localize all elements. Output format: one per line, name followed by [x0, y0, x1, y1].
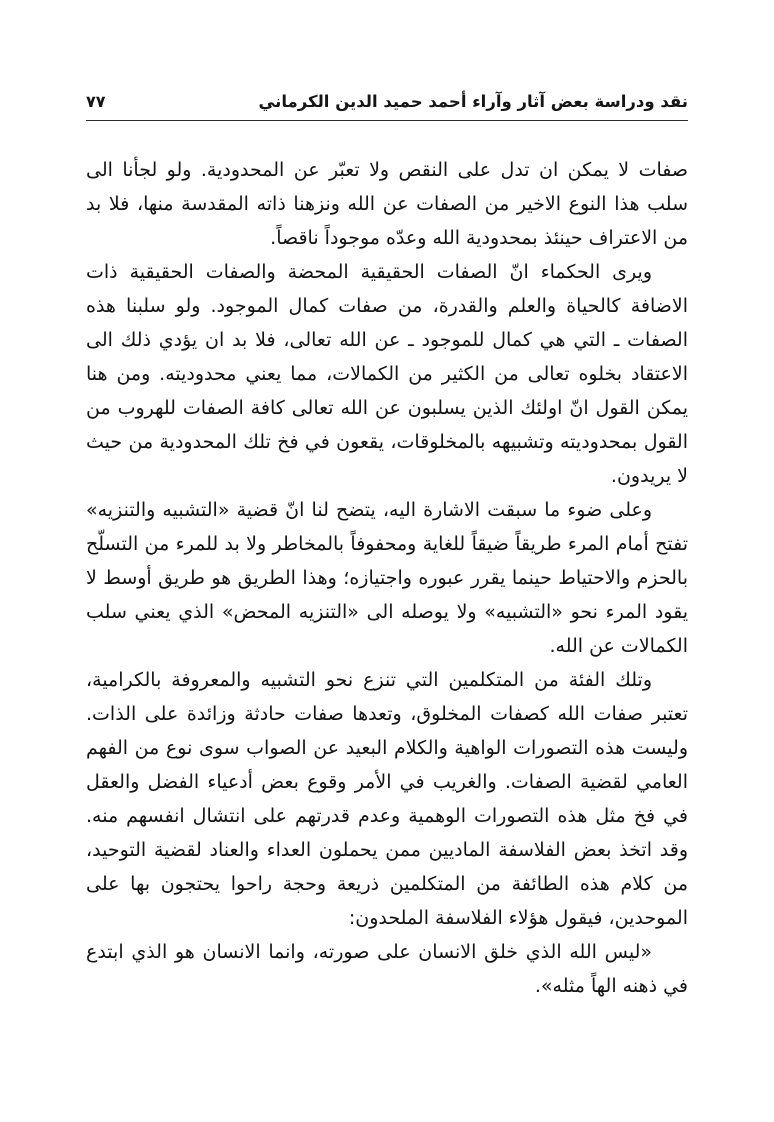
paragraph-1: صفات لا يمكن ان تدل على النقص ولا تعبّر عن المحدودية. ولو لجأنا الى سلب هذا النوع الاخير من الصفات عن الله ونزهنا ذاته المقدسة منها، فلا بد من الاعتراف حينئذ بمحدودية الله وعدّه موجوداً ناقصاً.: [86, 159, 688, 249]
body-text: [86, 153, 688, 1003]
running-head-title: نقد ودراسة بعض آثار وآراء أحمد حميد الدين الكرماني: [258, 92, 688, 111]
paragraph-5-quote: «ليس الله الذي خلق الانسان على صورته، وانما الانسان هو الذي ابتدع في ذهنه الهاً مثله».: [86, 941, 688, 997]
paragraph-3: وعلى ضوء ما سبقت الاشارة اليه، يتضح لنا انّ قضية «التشبيه والتنزيه» تفتح أمام المرء طريقاً ضيقاً للغاية ومحفوفاً بالمخاطر ولا بد للمرء من التسلّح بالحزم والاحتياط حينما يقرر عبوره واجتيازه؛ وهذا الطريق هو طريق أوسط لا يقود المرء نحو «التشبيه» ولا يوصله الى «التنزيه المحض» الذي يعني سلب الكمالات عن الله.: [86, 499, 688, 657]
page-number: ٧٧: [86, 92, 106, 111]
page-header: [86, 92, 688, 121]
paragraph-2: ويرى الحكماء انّ الصفات الحقيقية المحضة والصفات الحقيقية ذات الاضافة كالحياة والعلم والقدرة، من صفات كمال الموجود. ولو سلبنا هذه الصفات ـ التي هي كمال للموجود ـ عن الله تعالى، فلا بد ان يؤدي ذلك الى الاعتقاد بخلوه تعالى من الكثير من الكمالات، مما يعني محدوديته. ومن هنا يمكن القول انّ اولئك الذين يسلبون عن الله تعالى كافة الصفات للهروب من القول بمحدوديته وتشبيهه بالمخلوقات، يقعون في فخ تلك المحدودية من حيث لا يريدون.: [86, 261, 688, 487]
paragraph-4: وتلك الفئة من المتكلمين التي تنزع نحو التشبيه والمعروفة بالكرامية، تعتبر صفات الله كصفات المخلوق، وتعدها صفات حادثة وزائدة على الذات. وليست هذه التصورات الواهية والكلام البعيد عن الصواب سوى نوع من الفهم العامي لقضية الصفات. والغريب في الأمر وقوع بعض أدعياء الفضل والعقل في فخ مثل هذه التصورات الوهمية وعدم قدرتهم على انتشال انفسهم منه. وقد اتخذ بعض الفلاسفة الماديين ممن يحملون العداء والعناد لقضية التوحيد، من كلام هذه الطائفة من المتكلمين ذريعة وحجة راحوا يحتجون بها على الموحدين، فيقول هؤلاء الفلاسفة الملحدون:: [86, 669, 688, 929]
